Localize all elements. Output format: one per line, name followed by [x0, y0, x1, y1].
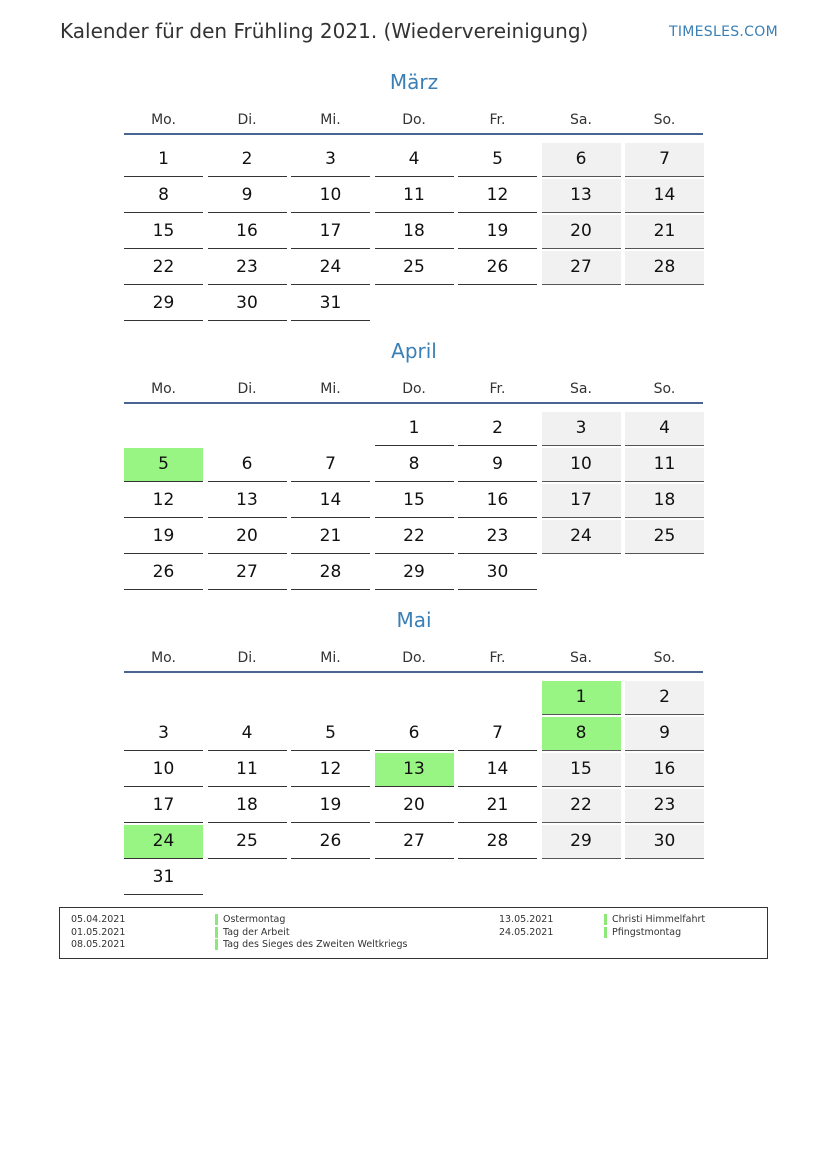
weekday-header: Fr. — [489, 650, 506, 666]
day-cell[interactable]: 2 — [625, 681, 704, 715]
day-cell[interactable]: 22 — [124, 251, 203, 285]
legend-holiday-name: Christi Himmelfahrt — [612, 914, 706, 925]
day-cell[interactable]: 6 — [208, 448, 287, 482]
day-cell[interactable]: 13 — [208, 484, 287, 518]
day-cell[interactable]: 29 — [124, 287, 203, 321]
day-cell[interactable]: 30 — [208, 287, 287, 321]
legend-holiday-name: Pfingstmontag — [612, 926, 682, 938]
day-cell[interactable]: 17 — [124, 789, 203, 823]
day-cell[interactable]: 31 — [124, 861, 203, 895]
month-name: April — [391, 339, 437, 363]
header-divider — [124, 402, 703, 404]
day-cell[interactable]: 22 — [375, 520, 454, 554]
day-cell[interactable]: 9 — [208, 179, 287, 213]
day-cell[interactable]: 25 — [375, 251, 454, 285]
day-cell[interactable]: 19 — [458, 215, 537, 249]
day-cell[interactable]: 21 — [291, 520, 370, 554]
holiday-day-cell[interactable]: 24 — [124, 825, 203, 859]
day-cell[interactable]: 28 — [291, 556, 370, 590]
day-cell[interactable]: 6 — [375, 717, 454, 751]
day-cell[interactable]: 1 — [124, 143, 203, 177]
day-cell[interactable]: 10 — [542, 448, 621, 482]
weekday-header: Do. — [402, 650, 426, 666]
day-cell[interactable]: 19 — [124, 520, 203, 554]
weekday-header: Mo. — [151, 381, 176, 397]
holiday-day-cell[interactable]: 13 — [375, 753, 454, 787]
day-cell[interactable]: 12 — [124, 484, 203, 518]
header-divider — [124, 133, 703, 135]
legend-marker — [604, 927, 607, 938]
day-cell[interactable]: 21 — [458, 789, 537, 823]
weekday-header: Do. — [402, 112, 426, 128]
day-cell[interactable]: 15 — [124, 215, 203, 249]
weekday-header: Di. — [237, 381, 257, 397]
legend-marker — [604, 914, 607, 925]
day-cell[interactable]: 8 — [375, 448, 454, 482]
day-cell[interactable]: 20 — [375, 789, 454, 823]
weekday-header: Mi. — [320, 381, 341, 397]
legend-date: 01.05.2021 — [71, 926, 126, 938]
day-cell[interactable]: 14 — [458, 753, 537, 787]
day-cell[interactable]: 23 — [625, 789, 704, 823]
day-cell[interactable]: 24 — [291, 251, 370, 285]
day-cell[interactable]: 15 — [542, 753, 621, 787]
day-cell[interactable]: 20 — [542, 215, 621, 249]
day-cell[interactable]: 12 — [458, 179, 537, 213]
month-name: März — [389, 70, 439, 94]
holiday-day-cell[interactable]: 5 — [124, 448, 203, 482]
day-cell[interactable]: 3 — [291, 143, 370, 177]
day-cell[interactable]: 1 — [375, 412, 454, 446]
day-cell[interactable]: 14 — [291, 484, 370, 518]
legend-date: 05.04.2021 — [71, 914, 126, 925]
weekday-header: So. — [653, 112, 676, 128]
weekday-header: Sa. — [570, 381, 592, 397]
day-cell[interactable]: 5 — [291, 717, 370, 751]
day-cell[interactable]: 3 — [124, 717, 203, 751]
holiday-legend — [59, 907, 768, 959]
holiday-day-cell[interactable]: 8 — [542, 717, 621, 751]
legend-date: 13.05.2021 — [499, 914, 554, 925]
day-cell[interactable]: 24 — [542, 520, 621, 554]
weekday-header: Mi. — [320, 650, 341, 666]
day-cell[interactable]: 16 — [208, 215, 287, 249]
day-cell[interactable]: 4 — [625, 412, 704, 446]
weekday-header: Mo. — [151, 650, 176, 666]
day-cell[interactable]: 10 — [291, 179, 370, 213]
day-cell[interactable]: 13 — [542, 179, 621, 213]
day-cell[interactable]: 22 — [542, 789, 621, 823]
day-cell[interactable]: 28 — [458, 825, 537, 859]
day-cell[interactable]: 4 — [375, 143, 454, 177]
legend-marker — [215, 927, 218, 938]
day-cell[interactable]: 3 — [542, 412, 621, 446]
legend-marker — [215, 939, 218, 950]
day-cell[interactable]: 16 — [625, 753, 704, 787]
day-cell[interactable]: 26 — [458, 251, 537, 285]
day-cell[interactable]: 27 — [542, 251, 621, 285]
weekday-header: Mo. — [151, 112, 176, 128]
weekday-header: Di. — [237, 112, 257, 128]
day-cell[interactable]: 25 — [208, 825, 287, 859]
day-cell[interactable]: 30 — [458, 556, 537, 590]
day-cell[interactable]: 27 — [375, 825, 454, 859]
day-cell[interactable]: 12 — [291, 753, 370, 787]
holiday-day-cell[interactable]: 1 — [542, 681, 621, 715]
day-cell[interactable]: 26 — [124, 556, 203, 590]
day-cell[interactable]: 21 — [625, 215, 704, 249]
day-cell[interactable]: 7 — [291, 448, 370, 482]
day-cell[interactable]: 15 — [375, 484, 454, 518]
weekday-header: Sa. — [570, 112, 592, 128]
day-cell[interactable]: 11 — [208, 753, 287, 787]
day-cell[interactable]: 30 — [625, 825, 704, 859]
day-cell[interactable]: 8 — [124, 179, 203, 213]
day-cell[interactable]: 9 — [625, 717, 704, 751]
day-cell[interactable]: 23 — [208, 251, 287, 285]
day-cell[interactable]: 11 — [375, 179, 454, 213]
day-cell[interactable]: 4 — [208, 717, 287, 751]
day-cell[interactable]: 10 — [124, 753, 203, 787]
weekday-header: Mi. — [320, 112, 341, 128]
month-name: Mai — [396, 608, 432, 632]
page-title: Kalender für den Frühling 2021. (Wiedervereinigung) — [60, 19, 589, 43]
day-cell[interactable]: 14 — [625, 179, 704, 213]
day-cell[interactable]: 18 — [625, 484, 704, 518]
day-cell[interactable]: 29 — [375, 556, 454, 590]
weekday-header: Fr. — [489, 381, 506, 397]
weekday-header: So. — [653, 381, 676, 397]
legend-date: 08.05.2021 — [71, 939, 126, 950]
weekday-header: So. — [653, 650, 676, 666]
day-cell[interactable]: 19 — [291, 789, 370, 823]
day-cell[interactable]: 2 — [458, 412, 537, 446]
day-cell[interactable]: 6 — [542, 143, 621, 177]
day-cell[interactable]: 27 — [208, 556, 287, 590]
day-cell[interactable]: 11 — [625, 448, 704, 482]
legend-date: 24.05.2021 — [499, 926, 554, 938]
day-cell[interactable]: 5 — [458, 143, 537, 177]
weekday-header: Fr. — [489, 112, 506, 128]
day-cell[interactable]: 9 — [458, 448, 537, 482]
weekday-header: Di. — [237, 650, 257, 666]
day-cell[interactable]: 25 — [625, 520, 704, 554]
day-cell[interactable]: 18 — [208, 789, 287, 823]
day-cell[interactable]: 17 — [291, 215, 370, 249]
day-cell[interactable]: 7 — [458, 717, 537, 751]
day-cell[interactable]: 31 — [291, 287, 370, 321]
legend-holiday-name: Tag der Arbeit — [223, 926, 290, 938]
day-cell[interactable]: 26 — [291, 825, 370, 859]
day-cell[interactable]: 17 — [542, 484, 621, 518]
weekday-header: Do. — [402, 381, 426, 397]
header-divider — [124, 671, 703, 673]
legend-holiday-name: Ostermontag — [223, 914, 286, 925]
day-cell[interactable]: 28 — [625, 251, 704, 285]
day-cell[interactable]: 7 — [625, 143, 704, 177]
legend-holiday-name: Tag des Sieges des Zweiten Weltkriegs — [223, 939, 408, 950]
day-cell[interactable]: 20 — [208, 520, 287, 554]
day-cell[interactable]: 29 — [542, 825, 621, 859]
day-cell[interactable]: 18 — [375, 215, 454, 249]
day-cell[interactable]: 16 — [458, 484, 537, 518]
legend-marker — [215, 914, 218, 925]
weekday-header: Sa. — [570, 650, 592, 666]
brand-logo[interactable]: TIMESLES.COM — [669, 24, 778, 40]
day-cell[interactable]: 2 — [208, 143, 287, 177]
day-cell[interactable]: 23 — [458, 520, 537, 554]
